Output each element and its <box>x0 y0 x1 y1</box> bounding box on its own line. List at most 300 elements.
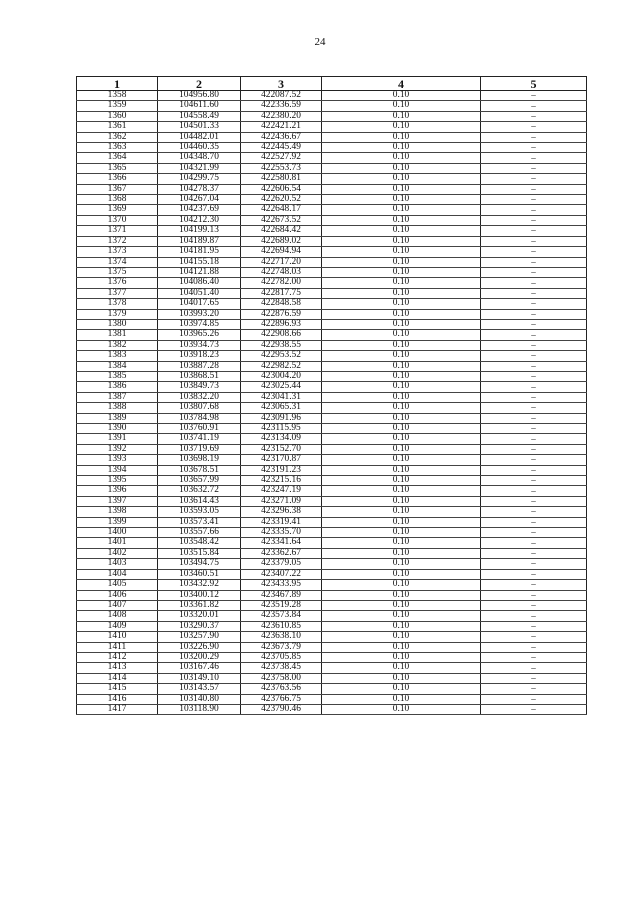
note-cell: – <box>481 465 587 475</box>
point-number-cell: 1387 <box>77 392 158 402</box>
table-row <box>77 590 587 600</box>
x-coordinate-cell: 104348.70 <box>158 153 241 163</box>
x-coordinate-cell: 104956.80 <box>158 91 241 101</box>
y-coordinate-cell: 422876.59 <box>241 309 322 319</box>
point-number-cell: 1402 <box>77 548 158 558</box>
value-cell: 0.10 <box>322 694 481 704</box>
x-coordinate-cell: 103226.90 <box>158 642 241 652</box>
x-coordinate-cell: 104086.40 <box>158 278 241 288</box>
x-coordinate-cell: 103807.68 <box>158 403 241 413</box>
note-cell: – <box>481 528 587 538</box>
table-row <box>77 621 587 631</box>
x-coordinate-cell: 103361.82 <box>158 600 241 610</box>
x-coordinate-cell: 103934.73 <box>158 340 241 350</box>
y-coordinate-cell: 423758.00 <box>241 673 322 683</box>
value-cell: 0.10 <box>322 673 481 683</box>
value-cell: 0.10 <box>322 663 481 673</box>
value-cell: 0.10 <box>322 153 481 163</box>
point-number-cell: 1380 <box>77 319 158 329</box>
x-coordinate-cell: 103320.01 <box>158 611 241 621</box>
y-coordinate-cell: 423341.64 <box>241 538 322 548</box>
note-cell: – <box>481 174 587 184</box>
x-coordinate-cell: 103657.99 <box>158 476 241 486</box>
y-coordinate-cell: 423065.31 <box>241 403 322 413</box>
table-row <box>77 486 587 496</box>
x-coordinate-cell: 103784.98 <box>158 413 241 423</box>
table-row <box>77 496 587 506</box>
x-coordinate-cell: 104501.33 <box>158 122 241 132</box>
y-coordinate-cell: 423766.75 <box>241 694 322 704</box>
x-coordinate-cell: 103557.66 <box>158 528 241 538</box>
value-cell: 0.10 <box>322 309 481 319</box>
note-cell: – <box>481 507 587 517</box>
y-coordinate-cell: 423041.31 <box>241 392 322 402</box>
point-number-cell: 1381 <box>77 330 158 340</box>
x-coordinate-cell: 104017.65 <box>158 299 241 309</box>
value-cell: 0.10 <box>322 476 481 486</box>
column-header: 1 <box>77 77 158 91</box>
x-coordinate-cell: 103149.10 <box>158 673 241 683</box>
note-cell: – <box>481 476 587 486</box>
note-cell: – <box>481 143 587 153</box>
point-number-cell: 1406 <box>77 590 158 600</box>
note-cell: – <box>481 538 587 548</box>
y-coordinate-cell: 423134.09 <box>241 434 322 444</box>
note-cell: – <box>481 600 587 610</box>
y-coordinate-cell: 423115.95 <box>241 424 322 434</box>
y-coordinate-cell: 423433.95 <box>241 580 322 590</box>
note-cell: – <box>481 673 587 683</box>
note-cell: – <box>481 548 587 558</box>
value-cell: 0.10 <box>322 507 481 517</box>
point-number-cell: 1360 <box>77 111 158 121</box>
y-coordinate-cell: 423152.70 <box>241 444 322 454</box>
note-cell: – <box>481 392 587 402</box>
table-row <box>77 143 587 153</box>
point-number-cell: 1365 <box>77 163 158 173</box>
point-number-cell: 1377 <box>77 288 158 298</box>
y-coordinate-cell: 422445.49 <box>241 143 322 153</box>
value-cell: 0.10 <box>322 174 481 184</box>
note-cell: – <box>481 267 587 277</box>
note-cell: – <box>481 694 587 704</box>
value-cell: 0.10 <box>322 340 481 350</box>
y-coordinate-cell: 423738.45 <box>241 663 322 673</box>
note-cell: – <box>481 132 587 142</box>
value-cell: 0.10 <box>322 195 481 205</box>
note-cell: – <box>481 122 587 132</box>
y-coordinate-cell: 422717.20 <box>241 257 322 267</box>
x-coordinate-cell: 103140.80 <box>158 694 241 704</box>
x-coordinate-cell: 104212.30 <box>158 215 241 225</box>
value-cell: 0.10 <box>322 91 481 101</box>
point-number-cell: 1359 <box>77 101 158 111</box>
table-row <box>77 184 587 194</box>
note-cell: – <box>481 486 587 496</box>
x-coordinate-cell: 103290.37 <box>158 621 241 631</box>
note-cell: – <box>481 580 587 590</box>
note-cell: – <box>481 611 587 621</box>
table-row <box>77 580 587 590</box>
point-number-cell: 1358 <box>77 91 158 101</box>
y-coordinate-cell: 422527.92 <box>241 153 322 163</box>
x-coordinate-cell: 103593.05 <box>158 507 241 517</box>
point-number-cell: 1415 <box>77 684 158 694</box>
table-row <box>77 663 587 673</box>
column-header: 4 <box>322 77 481 91</box>
y-coordinate-cell: 423004.20 <box>241 371 322 381</box>
x-coordinate-cell: 103760.91 <box>158 424 241 434</box>
point-number-cell: 1367 <box>77 184 158 194</box>
note-cell: – <box>481 163 587 173</box>
value-cell: 0.10 <box>322 548 481 558</box>
table-row <box>77 236 587 246</box>
x-coordinate-cell: 103614.43 <box>158 496 241 506</box>
table-row <box>77 247 587 257</box>
y-coordinate-cell: 423519.28 <box>241 600 322 610</box>
note-cell: – <box>481 642 587 652</box>
table-row <box>77 309 587 319</box>
y-coordinate-cell: 423407.22 <box>241 569 322 579</box>
x-coordinate-cell: 103678.51 <box>158 465 241 475</box>
point-number-cell: 1361 <box>77 122 158 132</box>
point-number-cell: 1417 <box>77 704 158 714</box>
table-row <box>77 413 587 423</box>
note-cell: – <box>481 111 587 121</box>
value-cell: 0.10 <box>322 652 481 662</box>
value-cell: 0.10 <box>322 392 481 402</box>
coordinates-table <box>76 76 587 715</box>
point-number-cell: 1410 <box>77 632 158 642</box>
note-cell: – <box>481 632 587 642</box>
y-coordinate-cell: 422606.54 <box>241 184 322 194</box>
point-number-cell: 1388 <box>77 403 158 413</box>
value-cell: 0.10 <box>322 590 481 600</box>
y-coordinate-cell: 422436.67 <box>241 132 322 142</box>
value-cell: 0.10 <box>322 496 481 506</box>
point-number-cell: 1378 <box>77 299 158 309</box>
point-number-cell: 1376 <box>77 278 158 288</box>
table-row <box>77 267 587 277</box>
table-row <box>77 455 587 465</box>
value-cell: 0.10 <box>322 351 481 361</box>
table-row <box>77 330 587 340</box>
y-coordinate-cell: 422673.52 <box>241 215 322 225</box>
value-cell: 0.10 <box>322 257 481 267</box>
point-number-cell: 1382 <box>77 340 158 350</box>
note-cell: – <box>481 652 587 662</box>
point-number-cell: 1379 <box>77 309 158 319</box>
x-coordinate-cell: 103741.19 <box>158 434 241 444</box>
value-cell: 0.10 <box>322 424 481 434</box>
value-cell: 0.10 <box>322 403 481 413</box>
table-row <box>77 215 587 225</box>
y-coordinate-cell: 423247.19 <box>241 486 322 496</box>
point-number-cell: 1416 <box>77 694 158 704</box>
point-number-cell: 1362 <box>77 132 158 142</box>
y-coordinate-cell: 422908.66 <box>241 330 322 340</box>
value-cell: 0.10 <box>322 236 481 246</box>
point-number-cell: 1405 <box>77 580 158 590</box>
value-cell: 0.10 <box>322 101 481 111</box>
note-cell: – <box>481 195 587 205</box>
x-coordinate-cell: 103573.41 <box>158 517 241 527</box>
x-coordinate-cell: 103118.90 <box>158 704 241 714</box>
value-cell: 0.10 <box>322 330 481 340</box>
point-number-cell: 1375 <box>77 267 158 277</box>
value-cell: 0.10 <box>322 632 481 642</box>
value-cell: 0.10 <box>322 247 481 257</box>
y-coordinate-cell: 423025.44 <box>241 382 322 392</box>
table-row <box>77 569 587 579</box>
x-coordinate-cell: 103167.46 <box>158 663 241 673</box>
y-coordinate-cell: 423362.67 <box>241 548 322 558</box>
table-row <box>77 424 587 434</box>
value-cell: 0.10 <box>322 226 481 236</box>
table-row <box>77 704 587 714</box>
note-cell: – <box>481 247 587 257</box>
note-cell: – <box>481 309 587 319</box>
note-cell: – <box>481 382 587 392</box>
value-cell: 0.10 <box>322 361 481 371</box>
table-row <box>77 434 587 444</box>
point-number-cell: 1370 <box>77 215 158 225</box>
table-header-row <box>77 77 587 91</box>
value-cell: 0.10 <box>322 600 481 610</box>
table-row <box>77 528 587 538</box>
note-cell: – <box>481 559 587 569</box>
point-number-cell: 1374 <box>77 257 158 267</box>
value-cell: 0.10 <box>322 278 481 288</box>
value-cell: 0.10 <box>322 465 481 475</box>
y-coordinate-cell: 422817.75 <box>241 288 322 298</box>
note-cell: – <box>481 351 587 361</box>
y-coordinate-cell: 423191.23 <box>241 465 322 475</box>
table-row <box>77 153 587 163</box>
point-number-cell: 1369 <box>77 205 158 215</box>
note-cell: – <box>481 257 587 267</box>
x-coordinate-cell: 103548.42 <box>158 538 241 548</box>
point-number-cell: 1398 <box>77 507 158 517</box>
y-coordinate-cell: 423335.70 <box>241 528 322 538</box>
x-coordinate-cell: 104278.37 <box>158 184 241 194</box>
value-cell: 0.10 <box>322 132 481 142</box>
table-row <box>77 257 587 267</box>
note-cell: – <box>481 330 587 340</box>
table-row <box>77 111 587 121</box>
y-coordinate-cell: 423763.56 <box>241 684 322 694</box>
y-coordinate-cell: 423091.96 <box>241 413 322 423</box>
value-cell: 0.10 <box>322 642 481 652</box>
y-coordinate-cell: 423705.85 <box>241 652 322 662</box>
point-number-cell: 1403 <box>77 559 158 569</box>
table-row <box>77 299 587 309</box>
table-row <box>77 538 587 548</box>
table-row <box>77 319 587 329</box>
table-row <box>77 226 587 236</box>
point-number-cell: 1368 <box>77 195 158 205</box>
value-cell: 0.10 <box>322 382 481 392</box>
x-coordinate-cell: 103868.51 <box>158 371 241 381</box>
y-coordinate-cell: 423610.85 <box>241 621 322 631</box>
table-row <box>77 361 587 371</box>
table-row <box>77 371 587 381</box>
point-number-cell: 1386 <box>77 382 158 392</box>
x-coordinate-cell: 103257.90 <box>158 632 241 642</box>
table-row <box>77 642 587 652</box>
value-cell: 0.10 <box>322 580 481 590</box>
table-row <box>77 278 587 288</box>
x-coordinate-cell: 104189.87 <box>158 236 241 246</box>
note-cell: – <box>481 444 587 454</box>
x-coordinate-cell: 103632.72 <box>158 486 241 496</box>
column-header: 5 <box>481 77 587 91</box>
value-cell: 0.10 <box>322 444 481 454</box>
y-coordinate-cell: 422694.94 <box>241 247 322 257</box>
value-cell: 0.10 <box>322 111 481 121</box>
point-number-cell: 1366 <box>77 174 158 184</box>
point-number-cell: 1389 <box>77 413 158 423</box>
x-coordinate-cell: 104267.04 <box>158 195 241 205</box>
point-number-cell: 1385 <box>77 371 158 381</box>
table-row <box>77 465 587 475</box>
table-row <box>77 444 587 454</box>
table-row <box>77 476 587 486</box>
note-cell: – <box>481 496 587 506</box>
value-cell: 0.10 <box>322 611 481 621</box>
note-cell: – <box>481 621 587 631</box>
y-coordinate-cell: 422580.81 <box>241 174 322 184</box>
value-cell: 0.10 <box>322 184 481 194</box>
x-coordinate-cell: 103432.92 <box>158 580 241 590</box>
value-cell: 0.10 <box>322 413 481 423</box>
y-coordinate-cell: 423790.46 <box>241 704 322 714</box>
point-number-cell: 1372 <box>77 236 158 246</box>
point-number-cell: 1407 <box>77 600 158 610</box>
value-cell: 0.10 <box>322 684 481 694</box>
table-row <box>77 559 587 569</box>
x-coordinate-cell: 104482.01 <box>158 132 241 142</box>
x-coordinate-cell: 104321.99 <box>158 163 241 173</box>
y-coordinate-cell: 423170.87 <box>241 455 322 465</box>
point-number-cell: 1413 <box>77 663 158 673</box>
table-row <box>77 288 587 298</box>
value-cell: 0.10 <box>322 299 481 309</box>
note-cell: – <box>481 704 587 714</box>
point-number-cell: 1397 <box>77 496 158 506</box>
table-row <box>77 694 587 704</box>
value-cell: 0.10 <box>322 704 481 714</box>
y-coordinate-cell: 422620.52 <box>241 195 322 205</box>
table-row <box>77 507 587 517</box>
value-cell: 0.10 <box>322 371 481 381</box>
x-coordinate-cell: 103832.20 <box>158 392 241 402</box>
table-body <box>77 91 587 715</box>
x-coordinate-cell: 104155.18 <box>158 257 241 267</box>
x-coordinate-cell: 104558.49 <box>158 111 241 121</box>
value-cell: 0.10 <box>322 215 481 225</box>
point-number-cell: 1394 <box>77 465 158 475</box>
table-row <box>77 403 587 413</box>
note-cell: – <box>481 226 587 236</box>
point-number-cell: 1396 <box>77 486 158 496</box>
point-number-cell: 1400 <box>77 528 158 538</box>
note-cell: – <box>481 288 587 298</box>
note-cell: – <box>481 455 587 465</box>
note-cell: – <box>481 371 587 381</box>
table-row <box>77 174 587 184</box>
y-coordinate-cell: 422896.93 <box>241 319 322 329</box>
note-cell: – <box>481 424 587 434</box>
x-coordinate-cell: 103200.29 <box>158 652 241 662</box>
note-cell: – <box>481 663 587 673</box>
note-cell: – <box>481 153 587 163</box>
point-number-cell: 1395 <box>77 476 158 486</box>
table-row <box>77 205 587 215</box>
value-cell: 0.10 <box>322 559 481 569</box>
x-coordinate-cell: 103400.12 <box>158 590 241 600</box>
x-coordinate-cell: 104611.60 <box>158 101 241 111</box>
table-row <box>77 91 587 101</box>
value-cell: 0.10 <box>322 143 481 153</box>
x-coordinate-cell: 103719.69 <box>158 444 241 454</box>
note-cell: – <box>481 215 587 225</box>
table-row <box>77 548 587 558</box>
point-number-cell: 1384 <box>77 361 158 371</box>
point-number-cell: 1399 <box>77 517 158 527</box>
table-row <box>77 632 587 642</box>
x-coordinate-cell: 104181.95 <box>158 247 241 257</box>
table-row <box>77 132 587 142</box>
value-cell: 0.10 <box>322 122 481 132</box>
value-cell: 0.10 <box>322 205 481 215</box>
note-cell: – <box>481 101 587 111</box>
y-coordinate-cell: 422689.02 <box>241 236 322 246</box>
note-cell: – <box>481 590 587 600</box>
x-coordinate-cell: 104051.40 <box>158 288 241 298</box>
note-cell: – <box>481 205 587 215</box>
point-number-cell: 1411 <box>77 642 158 652</box>
table-row <box>77 101 587 111</box>
y-coordinate-cell: 423673.79 <box>241 642 322 652</box>
value-cell: 0.10 <box>322 517 481 527</box>
point-number-cell: 1401 <box>77 538 158 548</box>
y-coordinate-cell: 422648.17 <box>241 205 322 215</box>
note-cell: – <box>481 569 587 579</box>
point-number-cell: 1414 <box>77 673 158 683</box>
x-coordinate-cell: 103698.19 <box>158 455 241 465</box>
point-number-cell: 1409 <box>77 621 158 631</box>
table-row <box>77 652 587 662</box>
x-coordinate-cell: 103965.26 <box>158 330 241 340</box>
y-coordinate-cell: 423638.10 <box>241 632 322 642</box>
x-coordinate-cell: 103974.85 <box>158 319 241 329</box>
note-cell: – <box>481 278 587 288</box>
table-row <box>77 611 587 621</box>
table-row <box>77 195 587 205</box>
value-cell: 0.10 <box>322 163 481 173</box>
note-cell: – <box>481 684 587 694</box>
y-coordinate-cell: 423467.89 <box>241 590 322 600</box>
table-row <box>77 163 587 173</box>
note-cell: – <box>481 361 587 371</box>
y-coordinate-cell: 423379.05 <box>241 559 322 569</box>
value-cell: 0.10 <box>322 434 481 444</box>
point-number-cell: 1393 <box>77 455 158 465</box>
y-coordinate-cell: 422982.52 <box>241 361 322 371</box>
table-row <box>77 351 587 361</box>
x-coordinate-cell: 104460.35 <box>158 143 241 153</box>
